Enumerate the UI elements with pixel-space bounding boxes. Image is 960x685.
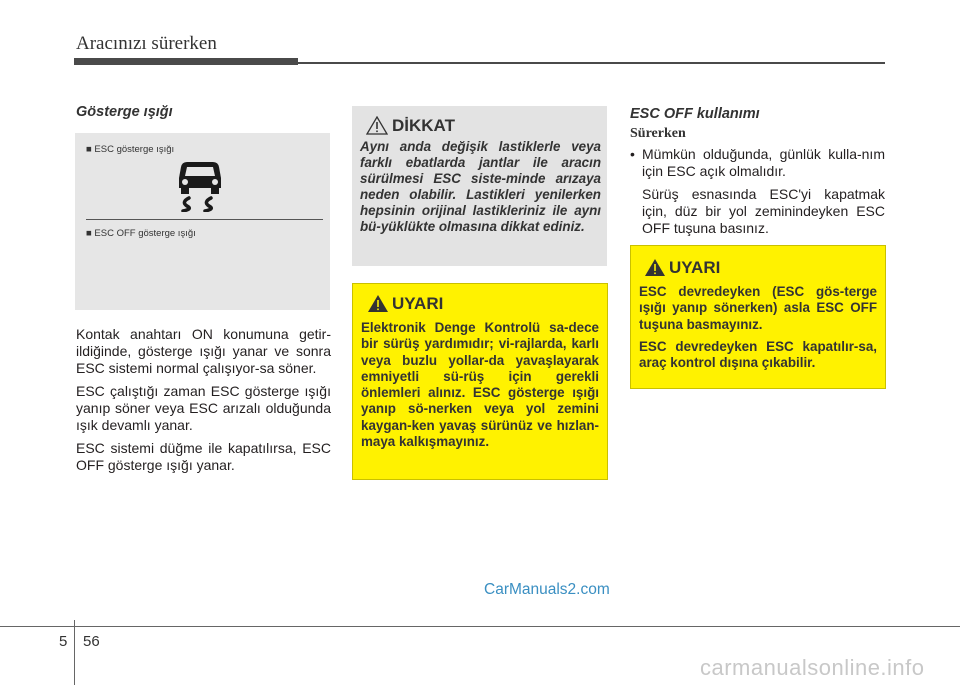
- page-number-divider: [74, 620, 75, 685]
- header-rule-thin: [298, 62, 885, 64]
- caution-box: [352, 106, 607, 266]
- indicator-description: [76, 326, 331, 480]
- watermark-link[interactable]: CarManuals2.com: [484, 581, 610, 598]
- footer-rule: [0, 626, 960, 627]
- indicator-illustration: [75, 133, 330, 310]
- warning-title: UYARI: [392, 294, 444, 313]
- warning-triangle-icon: [644, 258, 666, 277]
- image-label-esc: ■ ESC gösterge ışığı: [86, 144, 175, 155]
- warning-box-esc-off: [630, 245, 886, 389]
- warning-title: UYARI: [669, 258, 721, 277]
- esc-skid-icon: [175, 158, 225, 212]
- paragraph: ESC devredeyken ESC kapatılır-sa, araç kontrol dışına çıkabilir.: [639, 338, 877, 371]
- image-label-esc-off: ■ ESC OFF gösterge ışığı: [86, 228, 196, 239]
- square-bullet-icon: ■: [86, 144, 95, 155]
- esc-off-description: [630, 146, 885, 237]
- caution-text: Aynı anda değişik lastiklerle veya farklı ebatlarda jantlar ile aracın sürülmesi ESC siste-minde arızaya neden olabilir. Lastikleri yenilerken hepsinin orijinal lastikleriniz ile aynı bü-yüklükte olmasına dikkat ediniz.: [360, 139, 601, 234]
- header-rule-thick: [74, 58, 298, 65]
- warning-text: [639, 284, 877, 377]
- caution-triangle-icon: [366, 116, 388, 135]
- warning-triangle-icon: [367, 294, 389, 313]
- page-header-title: Aracınızı sürerken: [76, 33, 217, 54]
- section-title-indicator: Gösterge ışığı: [76, 104, 173, 120]
- square-bullet-icon: ■: [86, 228, 95, 239]
- subsection-title: Sürerken: [630, 126, 686, 141]
- caution-title: DİKKAT: [392, 116, 455, 135]
- section-title-esc-off: ESC OFF kullanımı: [630, 106, 760, 122]
- paragraph: Kontak anahtarı ON konumuna getir-ildiğinde, gösterge ışığı yanar ve sonra ESC sistemi normal çalışıyor-sa söner.: [76, 326, 331, 376]
- list-item: • Mümkün olduğunda, günlük kulla-nım için ESC açık olmalıdır.: [630, 146, 885, 179]
- chapter-number: 5: [59, 633, 68, 650]
- warning-text: Elektronik Denge Kontrolü sa-dece bir sürüş yardımıdır; vi-rajlarda, karlı veya buzlu yollar-da yavaşlayarak emniyetli sü-rüş için gerekli önlemleri alınız. ESC gösterge ışığı yanıp sö-nerken veya yol zemini kaygan-ken yavaş sürünüz ve hızlan-maya kalkışmayınız.: [361, 320, 599, 450]
- bullet-icon: •: [630, 146, 635, 162]
- site-watermark: carmanualsonline.info: [700, 655, 925, 680]
- image-divider: [86, 219, 323, 220]
- list-item-continuation: Sürüş esnasında ESC'yi kapatmak için, düz bir yol zeminindeyken ESC OFF tuşuna basınız.: [642, 186, 885, 236]
- page-number: 56: [83, 633, 100, 650]
- warning-box-stability: [352, 283, 608, 480]
- paragraph: ESC devredeyken (ESC gös-terge ışığı yanıp sönerken) asla ESC OFF tuşuna basmayınız.: [639, 284, 877, 332]
- paragraph: ESC çalıştığı zaman ESC gösterge ışığı yanıp söner veya ESC arızalı olduğunda ışık devamlı yanar.: [76, 383, 331, 433]
- paragraph: ESC sistemi düğme ile kapatılırsa, ESC OFF gösterge ışığı yanar.: [76, 440, 331, 473]
